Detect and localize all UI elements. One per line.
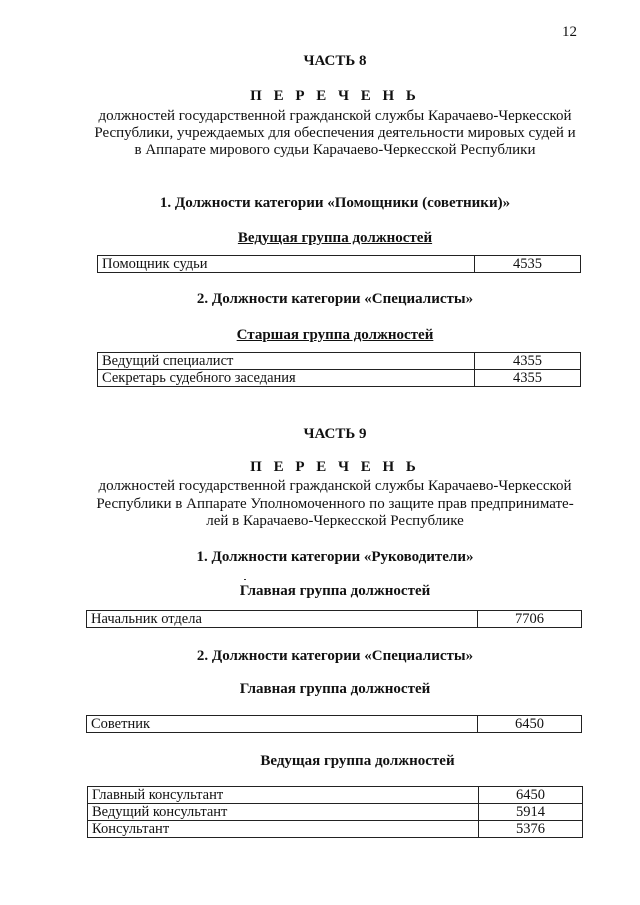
part8-desc-3: в Аппарате мирового судьи Карачаево-Черкесской Республики: [134, 142, 536, 158]
table-row: [87, 611, 582, 628]
position-value: 4535: [475, 256, 581, 273]
speck: [244, 579, 246, 580]
part9-group-1: Главная группа должностей: [239, 583, 431, 599]
position-name: Ведущий специалист: [98, 353, 475, 370]
part9-table-1: [86, 610, 582, 628]
position-value: 5376: [479, 821, 583, 838]
part9-group-2: Главная группа должностей: [239, 681, 431, 697]
part8-title: ЧАСТЬ 8: [303, 53, 367, 69]
position-value: 7706: [478, 611, 582, 628]
position-name: Консультант: [88, 821, 479, 838]
position-name: Главный консультант: [88, 787, 479, 804]
table-row: [88, 821, 583, 838]
part8-group-2: Старшая группа должностей: [236, 327, 434, 343]
position-value: 6450: [478, 716, 582, 733]
part8-category-1: 1. Должности категории «Помощники (советники)»: [159, 195, 511, 211]
part8-table-2: [97, 352, 581, 387]
part9-category-2: 2. Должности категории «Специалисты»: [196, 648, 474, 664]
part8-list-title: П Е Р Е Ч Е Н Ь: [250, 88, 420, 104]
part9-desc-3: лей в Карачаево-Черкесской Республике: [206, 513, 464, 529]
part9-desc-1: должностей государственной гражданской службы Карачаево-Черкесской: [98, 478, 572, 494]
position-name: Помощник судьи: [98, 256, 475, 273]
part8-table-1: [97, 255, 581, 273]
position-value: 4355: [475, 353, 581, 370]
position-value: 4355: [475, 370, 581, 387]
position-name: Секретарь судебного заседания: [98, 370, 475, 387]
part9-table-2: [86, 715, 582, 733]
table-row: [88, 804, 583, 821]
part9-list-title: П Е Р Е Ч Е Н Ь: [250, 459, 420, 475]
position-name: Начальник отдела: [87, 611, 478, 628]
table-row: [87, 716, 582, 733]
part8-desc-1: должностей государственной гражданской службы Карачаево-Черкесской: [98, 108, 572, 124]
page-number: 12: [562, 24, 577, 40]
table-row: [88, 787, 583, 804]
position-name: Советник: [87, 716, 478, 733]
position-value: 5914: [479, 804, 583, 821]
part8-group-1: Ведущая группа должностей: [237, 230, 433, 246]
table-row: [98, 256, 581, 273]
part9-desc-2: Республики в Аппарате Уполномоченного по защите прав предпринимате-: [96, 496, 574, 512]
part9-category-1: 1. Должности категории «Руководители»: [196, 549, 474, 565]
position-name: Ведущий консультант: [88, 804, 479, 821]
table-row: [98, 353, 581, 370]
table-row: [98, 370, 581, 387]
part8-desc-2: Республики, учреждаемых для обеспечения деятельности мировых судей и: [94, 125, 576, 141]
part9-title: ЧАСТЬ 9: [303, 426, 367, 442]
part8-category-2: 2. Должности категории «Специалисты»: [196, 291, 474, 307]
part9-table-3: [87, 786, 583, 838]
part9-group-3: Ведущая группа должностей: [260, 753, 455, 769]
position-value: 6450: [479, 787, 583, 804]
